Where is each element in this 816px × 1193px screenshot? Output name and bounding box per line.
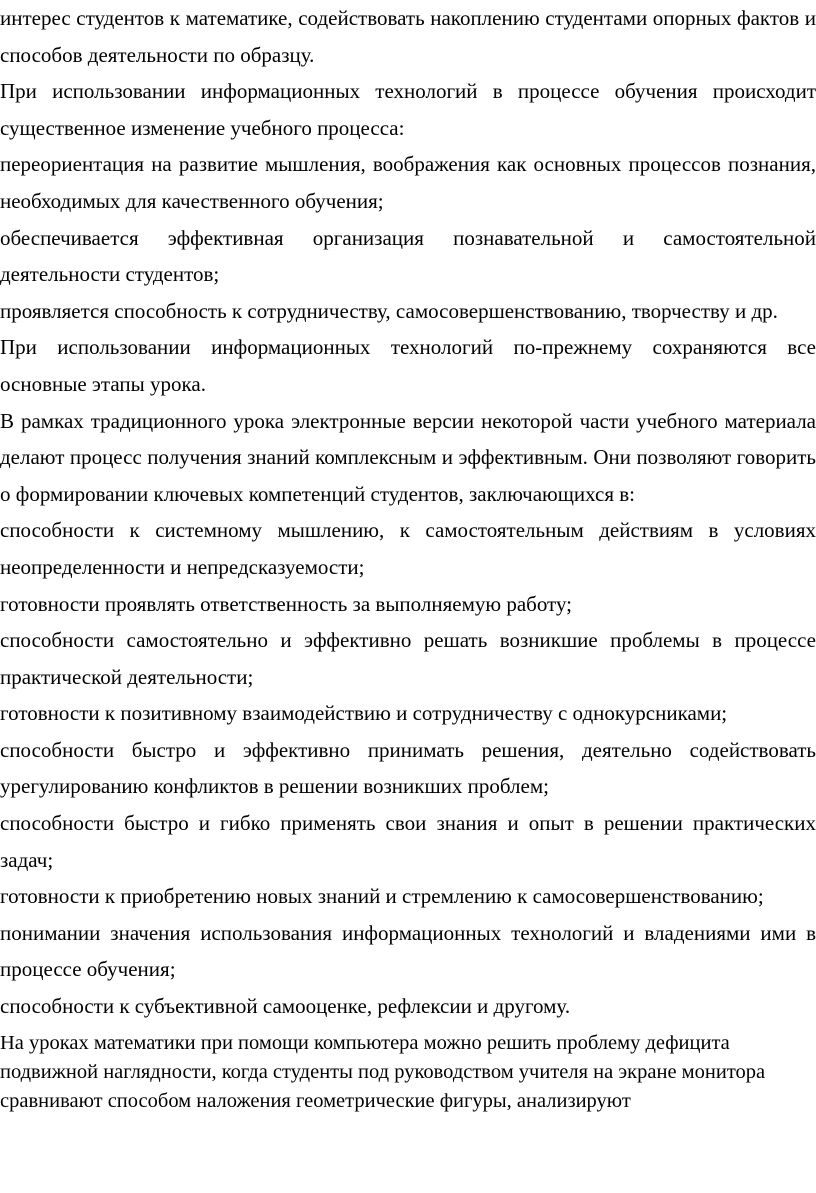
paragraph: При использовании информационных технологий по-прежнему сохраняются все основные этапы урока. <box>0 335 816 396</box>
paragraph: интерес студентов к математике, содействовать накоплению студентами опорных фактов и способов деятельности по образцу. <box>0 6 816 67</box>
paragraph: способности быстро и эффективно принимать решения, деятельно содействовать урегулированию конфликтов в решении возникших проблем; <box>0 737 816 799</box>
paragraph: готовности к позитивному взаимодействию и сотрудничеству с однокурсниками; <box>0 701 728 726</box>
paragraph: понимании значения использования информационных технологий и владениями ими в процессе обучения; <box>0 920 816 982</box>
paragraph: переориентация на развитие мышления, воображения как основных процессов познания, необходимых для качественного обучения; <box>0 152 816 213</box>
paragraph: проявляется способность к сотрудничеству, самосовершенствованию, творчеству и др. <box>0 298 778 323</box>
paragraph: способности к субъективной самооценке, рефлексии и другому. <box>0 994 571 1019</box>
paragraph: обеспечивается эффективная организация познавательной и самостоятельной деятельности студентов; <box>0 225 816 287</box>
paragraph: готовности к приобретению новых знаний и стремлению к самосовершенствованию; <box>0 884 764 909</box>
paragraph: способности быстро и гибко применять свои знания и опыт в решении практических задач; <box>0 811 816 872</box>
paragraph: готовности проявлять ответственность за выполняемую работу; <box>0 591 573 616</box>
paragraph: способности самостоятельно и эффективно решать возникшие проблемы в процессе практической деятельности; <box>0 628 816 689</box>
final-paragraph: На уроках математики при помощи компьютера можно решить проблему дефицита подвижной наглядности, когда студенты под руководством учителя на экране монитора сравнивают способом наложения геометрические фигуры, анализируют <box>0 1031 766 1112</box>
paragraph: При использовании информационных технологий в процессе обучения происходит существенное изменение учебного процесса: <box>0 79 816 140</box>
paragraph: В рамках традиционного урока электронные версии некоторой части учебного материала делают процесс получения знаний комплексным и эффективным. Они позволяют говорить о формировании ключевых компетенций студентов, заключающихся в: <box>0 408 816 506</box>
paragraph: способности к системному мышлению, к самостоятельным действиям в условиях неопределенности и непредсказуемости; <box>0 518 816 579</box>
